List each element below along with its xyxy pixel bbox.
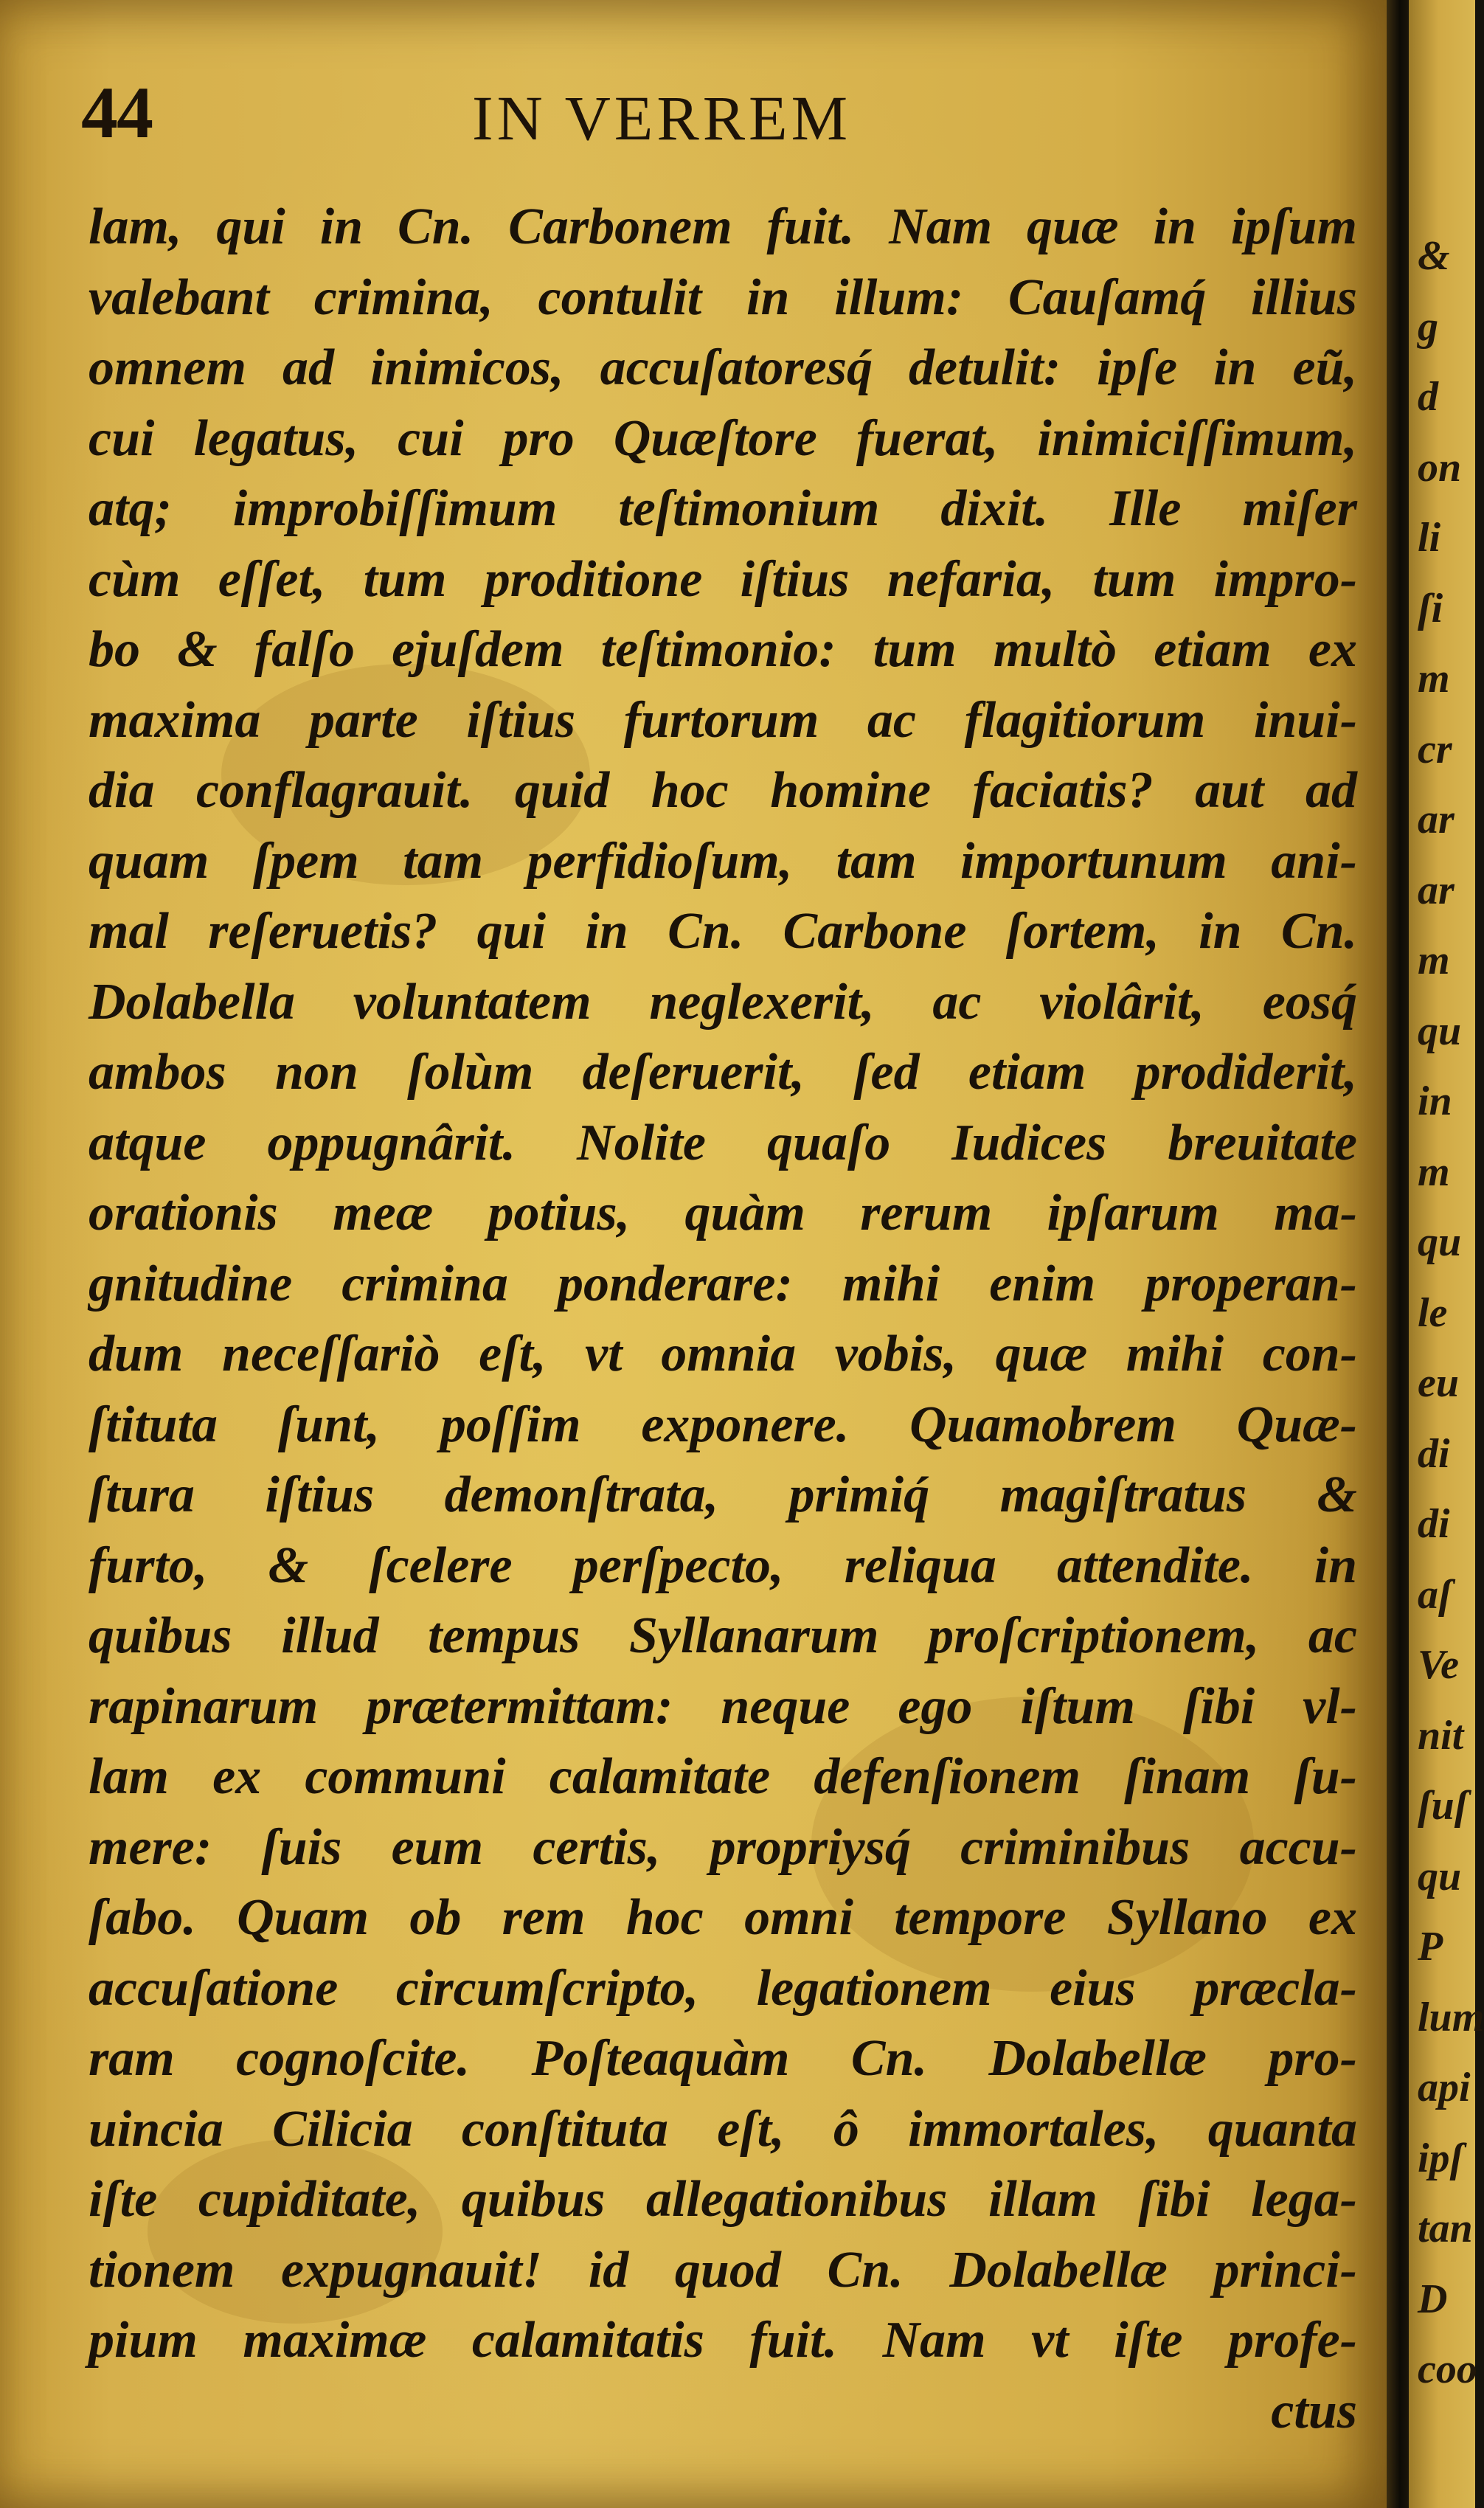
facing-page-fragment: ſuſ (1418, 1783, 1469, 1829)
text-line: ſtituta ſunt, poſſim exponere. Quamobrem Quæ- (89, 1396, 1357, 1453)
facing-page-fragment: g (1418, 303, 1438, 350)
text-line: atque oppugnârit. Nolite quaſo Iudices breuitate (89, 1114, 1357, 1171)
text-line: ſabo. Quam ob rem hoc omni tempore Syllano ex (89, 1889, 1357, 1946)
facing-page-fragment: le (1418, 1289, 1448, 1336)
facing-page-fragment: & (1418, 233, 1450, 279)
book-gutter (1387, 0, 1409, 2508)
facing-page-fragment: ar (1418, 797, 1454, 842)
text-line: dia conflagrauit. quid hoc homine faciatis? aut ad (89, 762, 1357, 819)
facing-page-fragment: ipſ (1418, 2135, 1464, 2181)
text-line: mere: ſuis eum certis, propriysq́ criminibus accu- (89, 1818, 1357, 1876)
text-line: ctus (1271, 2382, 1357, 2439)
text-line: ambos non ſolùm deſeruerit, ſed etiam prodiderit, (89, 1044, 1357, 1101)
text-line: rapinarum prætermittam: neque ego iſtum ſibi vl- (89, 1677, 1357, 1735)
facing-page-fragment: lum (1418, 1994, 1484, 2040)
facing-page-fragment: api (1418, 2065, 1471, 2110)
text-line: quam ſpem tam perfidioſum, tam importunum ani- (89, 832, 1357, 890)
facing-page-fragment: aſ (1418, 1571, 1452, 1618)
text-line: Dolabella voluntatem neglexerit, ac violârit, eosq́ (89, 973, 1357, 1030)
text-line: cùm eſſet, tum proditione iſtius nefaria, tum impro- (89, 550, 1357, 608)
text-line: mal reſeruetis? qui in Cn. Carbone ſortem, in Cn. (89, 903, 1357, 960)
text-line: pium maximæ calamitatis fuit. Nam vt iſte profe- (89, 2312, 1357, 2369)
text-line: tionem expugnauit! id quod Cn. Dolabellæ princi- (89, 2241, 1357, 2299)
facing-page-fragment: Ve (1418, 1642, 1459, 1688)
facing-page-text (1409, 221, 1484, 2405)
body-text (89, 192, 1357, 2446)
text-line: gnitudine crimina ponderare: mihi enim properan- (89, 1255, 1357, 1312)
facing-page-fragment: cr (1418, 726, 1452, 772)
running-head: IN VERREM (472, 83, 852, 153)
text-line: valebant crimina, contulit in illum: Cauſamq́ illius (89, 269, 1357, 326)
text-line: uincia Cilicia conſtituta eſt, ô immortales, quanta (89, 2100, 1357, 2158)
text-line: omnem ad inimicos, accuſatoresq́ detulit: ipſe in eũ, (89, 339, 1357, 396)
facing-page-fragment: m (1418, 1149, 1450, 1195)
text-line: ram cognoſcite. Poſteaquàm Cn. Dolabellæ pro- (89, 2030, 1357, 2087)
text-line: dum neceſſariò eſt, vt omnia vobis, quæ mihi con- (89, 1326, 1357, 1382)
facing-page-fragment: li (1418, 515, 1441, 561)
text-line: orationis meæ potius, quàm rerum ipſarum ma- (89, 1185, 1357, 1241)
facing-page-fragment: tan (1418, 2206, 1473, 2251)
facing-page-fragment: D (1418, 2276, 1448, 2322)
page-number: 44 (81, 72, 152, 153)
text-line: cui legatus, cui pro Quæſtore fuerat, inimiciſſimum, (89, 409, 1357, 467)
facing-page-fragment: di (1418, 1430, 1450, 1477)
facing-page-fragment: m (1418, 656, 1450, 702)
facing-page-fragment: eu (1418, 1360, 1459, 1406)
facing-page-fragment: m (1418, 938, 1450, 983)
text-line: ſtura iſtius demonſtrata, primiq́ magiſtratus & (89, 1466, 1357, 1523)
facing-page-fragment: on (1418, 444, 1462, 491)
facing-page-fragment: P (1418, 1924, 1443, 1970)
facing-page-edge (1409, 0, 1484, 2508)
facing-page-fragment: qu (1418, 1219, 1462, 1265)
text-line: atq; improbiſſimum teſtimonium dixit. Ille miſer (89, 480, 1357, 537)
text-line: lam, qui in Cn. Carbonem fuit. Nam quæ in ipſum (89, 198, 1357, 255)
facing-page-fragment: in (1418, 1078, 1452, 1124)
facing-page-fragment: qu (1418, 1008, 1462, 1054)
text-line: furto, & ſcelere perſpecto, reliqua attendite. in (89, 1537, 1357, 1594)
facing-page-fragment: ar (1418, 867, 1454, 913)
facing-page-fragment: qu (1418, 1853, 1462, 1899)
text-line: bo & falſo ejuſdem teſtimonio: tum multò etiam ex (89, 621, 1357, 678)
text-line: maxima parte iſtius furtorum ac flagitiorum inui- (89, 691, 1357, 749)
facing-page-fragment: ſi (1418, 585, 1443, 631)
facing-page-fragment: coo (1418, 2346, 1477, 2392)
facing-page-fragment: nit (1418, 1712, 1464, 1759)
facing-page-fragment: d (1418, 374, 1438, 420)
facing-page-fragment: di (1418, 1501, 1450, 1547)
text-line: iſte cupiditate, quibus allegationibus illam ſibi lega- (89, 2171, 1357, 2228)
text-line: quibus illud tempus Syllanarum proſcriptionem, ac (89, 1607, 1357, 1664)
text-line: accuſatione circumſcripto, legationem eius præcla- (89, 1959, 1357, 2017)
text-line: lam ex communi calamitate defenſionem ſinam ſu- (89, 1748, 1357, 1805)
